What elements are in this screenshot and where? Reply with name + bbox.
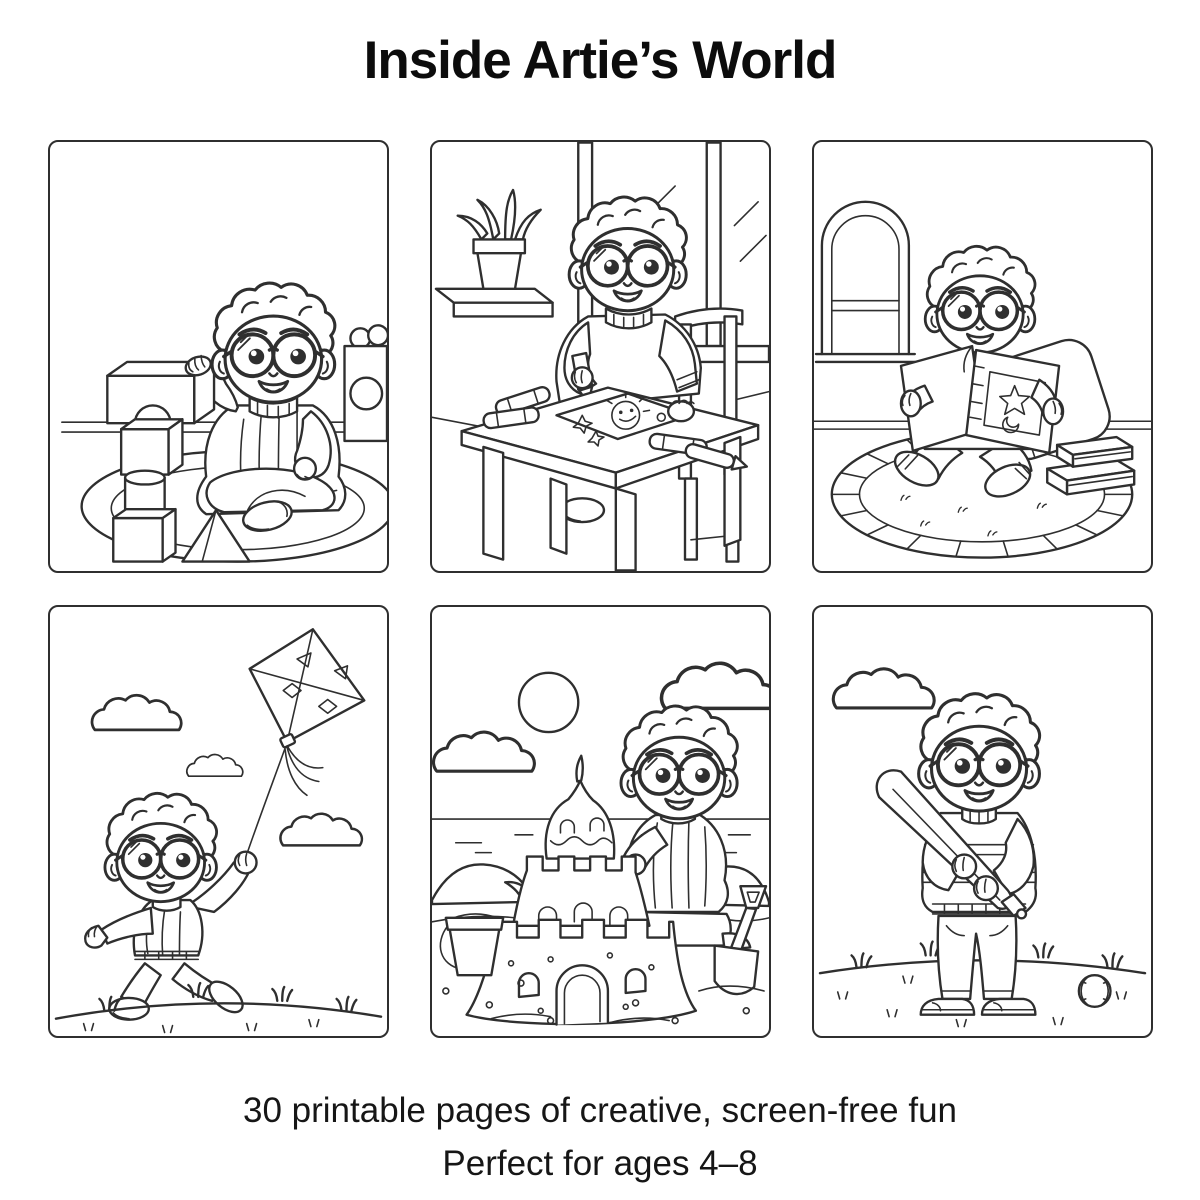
artie-head-icon: [621, 706, 737, 819]
kite-illustration: [50, 607, 387, 1036]
coloring-page-kite: [48, 605, 389, 1038]
drawing-illustration: [432, 142, 769, 571]
shelf-icon: [436, 289, 553, 303]
shoe-icon: [921, 999, 974, 1015]
footer-line-2: Perfect for ages 4–8: [442, 1144, 758, 1184]
cloud-icon: [187, 755, 243, 777]
reading-illustration: [814, 142, 1151, 571]
footer-line-1: 30 printable pages of creative, screen-free fun: [242, 1091, 958, 1130]
page-title: Inside Artie’s World: [363, 31, 837, 90]
blocks-illustration: [50, 142, 387, 571]
coloring-page-sandcastle: [430, 605, 771, 1038]
shoe-icon: [982, 999, 1035, 1015]
cricket-ball-icon: [1079, 975, 1111, 1007]
preview-grid: [48, 140, 1153, 1038]
bucket-icon: [440, 914, 503, 975]
coloring-page-reading: [812, 140, 1153, 573]
book-stack-icon: [1047, 437, 1134, 494]
cloud-icon: [434, 732, 535, 771]
coloring-page-drawing: [430, 140, 771, 573]
kite-icon: [250, 629, 365, 795]
cloud-icon: [661, 663, 769, 708]
coloring-page-cricket: [812, 605, 1153, 1038]
cloud-icon: [92, 695, 181, 730]
arched-window-icon: [816, 202, 915, 362]
artie-head-icon: [105, 793, 217, 901]
cricket-illustration: [814, 607, 1151, 1036]
cloud-icon: [280, 814, 361, 846]
potted-plant-icon: [458, 190, 541, 289]
cloud-icon: [833, 669, 934, 708]
footer-text: [0, 1084, 1200, 1190]
artie-head-icon: [212, 283, 335, 402]
sandcastle-illustration: [432, 607, 769, 1036]
artie-head-icon: [919, 694, 1040, 811]
artie-head-icon: [925, 246, 1035, 352]
sun-icon: [519, 673, 578, 732]
coloring-page-blocks: [48, 140, 389, 573]
